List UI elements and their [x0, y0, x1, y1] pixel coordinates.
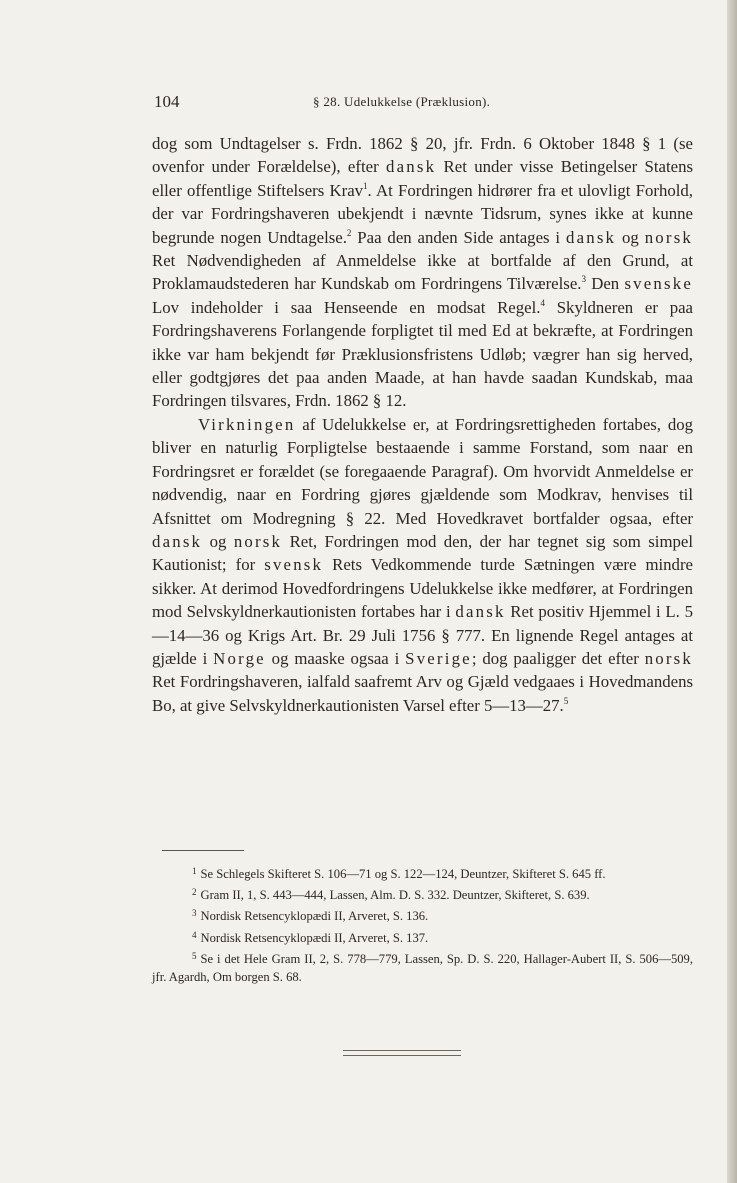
text-run: af Udelukkelse er, at Fordringsrettigheden fortabes, dog bliver en naturlig Forpligtelse bestaaende i samme Forstand, som naar en Fordringsret er forældet (se foregaaende Paragraf). Om hvorvidt Anmeldelse er nødvendig, naar en Fordring gjøres gjældende som Modkrav, henvises til Afsnittet om Modregning § 22. Med Hovedkravet bortfalder ogsaa, efter: [152, 414, 693, 528]
footnote-text: Gram II, 1, S. 443—444, Lassen, Alm. D. S. 332. Deuntzer, Skifteret, S. 639.: [200, 888, 590, 903]
emphasized-text: norsk: [644, 227, 694, 247]
footnote-ref: 2: [346, 227, 352, 238]
emphasized-text: norsk: [233, 531, 283, 551]
emphasized-text: dansk: [566, 227, 617, 247]
running-head: § 28. Udelukkelse (Præklusion).: [313, 94, 491, 109]
footnote-mark: 2: [192, 887, 197, 898]
footnote-mark: 5: [192, 950, 197, 961]
footnote-ref: 4: [540, 297, 545, 308]
emphasized-text: dansk: [386, 157, 437, 177]
text-run: og: [202, 531, 234, 551]
footnote: [152, 904, 693, 925]
text-run: Rets Vedkommende turde Sætningen være mindre sikker. At derimod Hovedfordringens Udelukkelse ikke medfører, at Fordringen mod Selvskyldnerkautionisten fortabes har i: [152, 555, 693, 622]
text-run: Ret, Fordringen mod den, der har tegnet sig som simpel Kautionist; for: [152, 531, 694, 575]
body-text: [152, 132, 693, 717]
text-run: dog som Undtagelser s. Frdn. 1862 § 20, jfr. Frdn. 6 Oktober 1848 § 1 (se ovenfor under Forældelse), efter: [152, 134, 693, 177]
emphasized-text: Norge: [213, 648, 266, 668]
text-run: Ret Fordringshaveren, ialfald saafremt Arv og Gjæld vedgaaes i Hovedmandens Bo, at give Selvskyldnerkautionisten Varsel efter 5—13—27.: [152, 672, 693, 715]
page-number: 104: [154, 92, 180, 111]
footnote-mark: 4: [192, 929, 197, 940]
footnote-text: Se Schlegels Skifteret S. 106—71 og S. 122—124, Deuntzer, Skifteret S. 645 ff.: [200, 867, 606, 881]
footnote: [152, 926, 693, 947]
text-run: Lov indeholder i saa Henseende en modsat Regel.: [152, 297, 541, 317]
text-run: ; dog paaligger det efter: [471, 648, 645, 668]
text-run: Skyldneren er paa Fordringshaverens Forlangende forpligtet til med Ed at bekræfte, at Fordringen ikke var ham bekjendt før Præklusionsfristens Udløb; vægrer han sig herved, eller godtgjøres det paa anden Maade, at han havde saadan Kundskab, maa Fordringen tilsvares, Frdn. 1862 § 12.: [152, 297, 693, 411]
footnote: [152, 862, 693, 883]
footnotes: [152, 862, 693, 986]
text-run: Paa den anden Side antages i: [351, 227, 566, 247]
emphasized-text: svenske: [624, 274, 693, 294]
footnote: [152, 947, 693, 986]
footnote-mark: 1: [192, 866, 197, 876]
emphasized-text: Sverige: [405, 648, 472, 668]
text-run: og maaske ogsaa i: [265, 648, 406, 668]
footnote-ref: 5: [563, 695, 569, 706]
paragraph: [152, 132, 693, 413]
page-edge: [727, 0, 737, 1183]
footnote: [152, 883, 693, 904]
text-run: Ret Nødvendigheden af Anmeldelse ikke at bortfalde af den Grund, at Proklamaudstederen har Kundskab om Fordringens Tilværelse.: [152, 251, 693, 294]
footnote-ref: 1: [363, 180, 368, 191]
emphasized-text: norsk: [644, 648, 693, 668]
footnote-text: Nordisk Retsencyklopædi II, Arveret, S. 137.: [200, 930, 429, 945]
text-run: Ret positiv Hjemmel i L. 5—14—36 og Krigs Art. Br. 29 Juli 1756 § 777. En lignende Regel antages at gjælde i: [152, 602, 693, 668]
text-run: Den: [585, 274, 625, 294]
text-run: Ret under visse Betingelser Statens eller offentlige Stiftelsers Krav: [152, 157, 693, 200]
footnote-mark: 3: [192, 908, 197, 919]
footnote-text: Nordisk Retsencyklopædi II, Arveret, S. 136.: [200, 909, 429, 924]
emphasized-text: svensk: [264, 555, 324, 575]
text-run: og: [616, 227, 645, 247]
emphasized-text: Virkningen: [198, 414, 296, 434]
paragraph: [152, 413, 693, 717]
text-run: . At Fordringen hidrører fra et ulovligt Forhold, der var Fordringshaveren ubekjendt i nævnte Tidsrum, synes ikke at kunne begrunde nogen Undtagelse.: [152, 180, 693, 247]
footnote-rule: [162, 850, 244, 851]
emphasized-text: dansk: [455, 602, 506, 622]
emphasized-text: dansk: [152, 531, 203, 551]
end-ornament-rule: [343, 1050, 461, 1056]
footnote-text: Se i det Hele Gram II, 2, S. 778—779, Lassen, Sp. D. S. 220, Hallager-Aubert II, S. 506—509, jfr. Agardh, Om borgen S. 68.: [152, 951, 693, 985]
page-header: [148, 92, 693, 116]
footnote-ref: 3: [581, 274, 586, 285]
